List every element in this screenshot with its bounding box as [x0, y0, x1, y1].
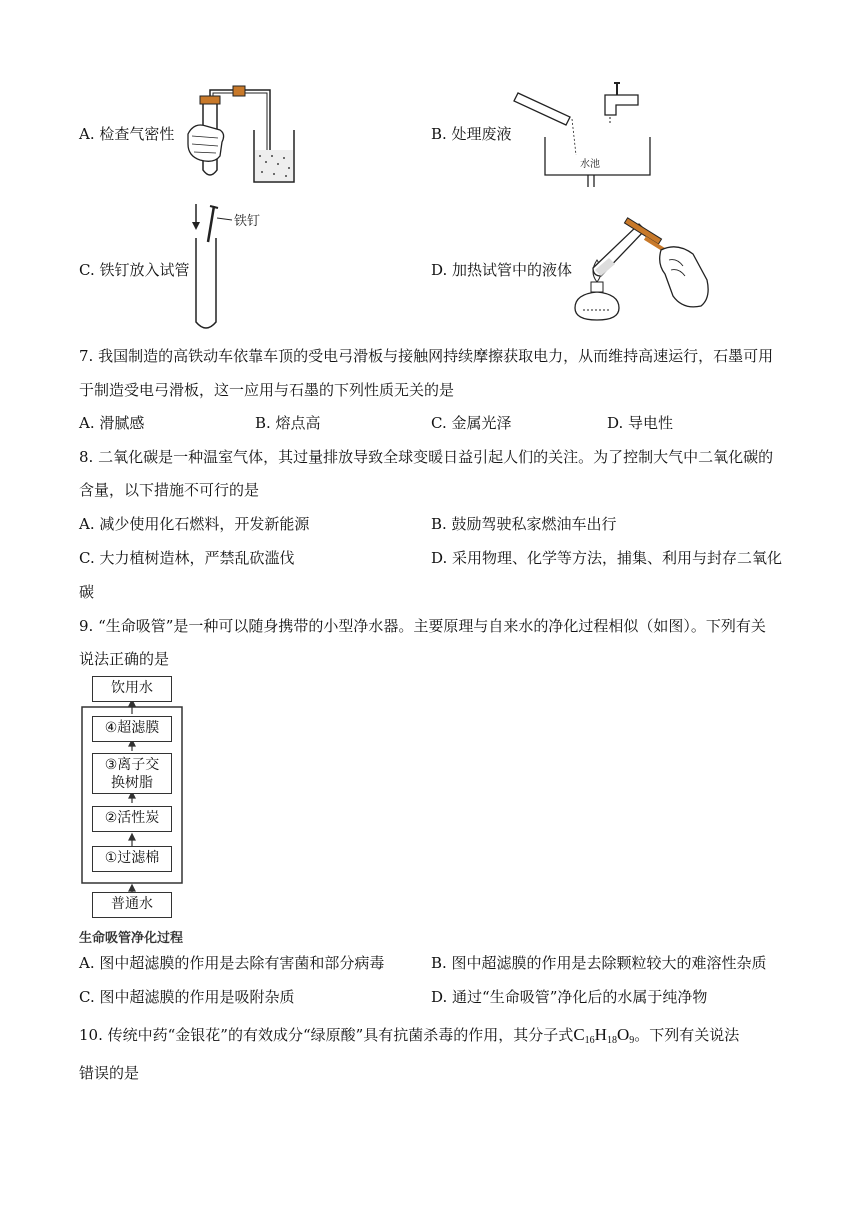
q7-stem-line1: 7. 我国制造的高铁动车依靠车顶的受电弓滑板与接触网持续摩擦获取电力，从而维持高速运行，石墨可用: [79, 347, 774, 365]
nail-label: 铁钉: [234, 214, 261, 229]
q10-stem-part1: 10. 传统中药“金银花”的有效成分“绿原酸”具有抗菌杀毒的作用，其分子式: [79, 1026, 574, 1044]
formula-h: H: [594, 1025, 607, 1044]
flowchart-step1-filter-cotton: ①过滤棉: [92, 846, 172, 872]
q10-formula: [573, 1025, 634, 1044]
q7-stem-line2: 于制造受电弓滑板，这一应用与石墨的下列性质无关的是: [79, 381, 455, 399]
q8-option-a: A. 减少使用化石燃料，开发新能源: [79, 515, 310, 533]
q10-stem-line2: 错误的是: [79, 1064, 140, 1082]
flowchart-ordinary-water: 普通水: [92, 892, 172, 918]
flowchart-step4-ultrafiltration: ④超滤膜: [92, 716, 172, 742]
formula-h-count: 18: [606, 1035, 617, 1046]
flowchart-caption: 生命吸管净化过程: [79, 931, 184, 946]
q9-option-c: C. 图中超滤膜的作用是吸附杂质: [79, 988, 295, 1006]
flowchart-step3-ion-exchange: [92, 753, 172, 794]
q8-option-b: B. 鼓励驾驶私家燃油车出行: [431, 515, 617, 533]
q9-option-d: D. 通过“生命吸管”净化后的水属于纯净物: [431, 988, 708, 1006]
q8-option-c: C. 大力植树造林，严禁乱砍滥伐: [79, 549, 295, 567]
flowchart-step3-line2: 换树脂: [111, 775, 153, 791]
q8-stem-line1: 8. 二氧化碳是一种温室气体，其过量排放导致全球变暖日益引起人们的关注。为了控制大气中二氧化碳的: [79, 448, 774, 466]
q9-option-a: A. 图中超滤膜的作用是去除有害菌和部分病毒: [79, 954, 385, 972]
heating-liquid-illustration: [565, 210, 715, 330]
waste-disposal-illustration: [510, 75, 655, 195]
sink-label: 水池: [580, 159, 600, 170]
formula-c-count: 16: [584, 1035, 595, 1046]
q10-stem-line1: [79, 1024, 739, 1052]
q6-option-d: D. 加热试管中的液体: [431, 261, 573, 279]
q8-stem-line2: 含量，以下措施不可行的是: [79, 481, 260, 499]
q6-option-c: C. 铁钉放入试管: [79, 261, 190, 279]
formula-o-count: 9: [629, 1035, 635, 1046]
formula-o: O: [616, 1025, 630, 1044]
q7-option-d: D. 导电性: [607, 414, 674, 432]
flowchart-drinking-water: 饮用水: [92, 676, 172, 702]
q8-option-d: D. 采用物理、化学等方法，捕集、利用与封存二氧化: [431, 549, 783, 567]
q6-option-a: A. 检查气密性: [79, 125, 175, 143]
q7-option-b: B. 熔点高: [255, 414, 321, 432]
q9-option-b: B. 图中超滤膜的作用是去除颗粒较大的难溶性杂质: [431, 954, 767, 972]
formula-c: C: [573, 1025, 585, 1044]
q7-option-a: A. 滑腻感: [79, 414, 145, 432]
q7-option-c: C. 金属光泽: [431, 414, 512, 432]
airtight-check-illustration: [170, 82, 310, 192]
q6-option-b: B. 处理废液: [431, 125, 512, 143]
flowchart-step3-line1: ③离子交: [104, 757, 160, 773]
q9-stem-line2: 说法正确的是: [79, 650, 170, 668]
q8-option-d-wrap: 碳: [79, 583, 95, 601]
q10-stem-part2: 。下列有关说法: [634, 1026, 740, 1044]
flowchart-step2-activated-carbon: ②活性炭: [92, 806, 172, 832]
q9-stem-line1: 9. “生命吸管”是一种可以随身携带的小型净水器。主要原理与自来水的净化过程相似（如图）。下列有关: [79, 617, 766, 635]
nail-test-tube-illustration: [186, 198, 276, 333]
